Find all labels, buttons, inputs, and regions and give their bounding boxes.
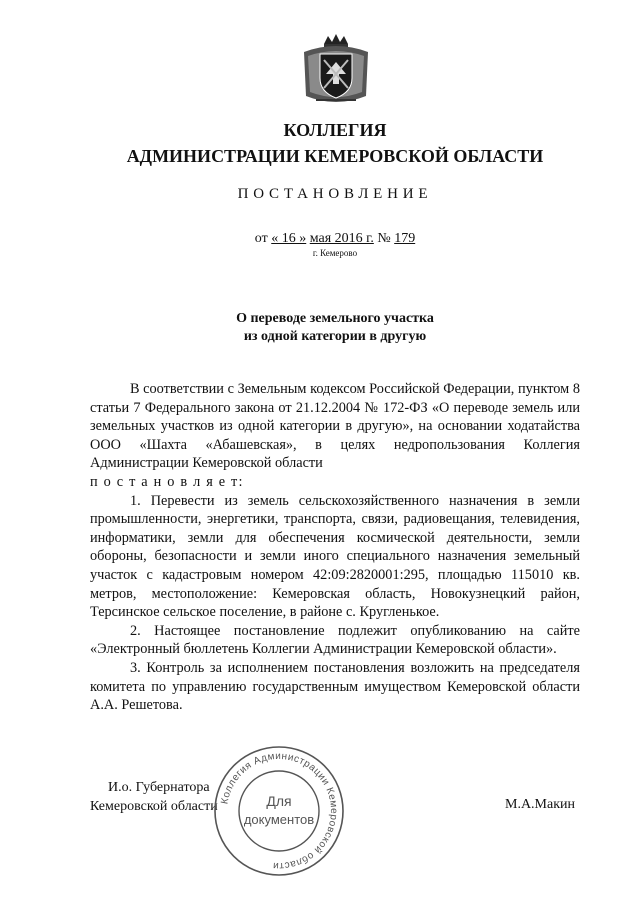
item-paragraph-1: 1. Перевести из земель сельскохозяйственного назначения в земли промышленности, энергетики, транспорта, связи, радиовещания, телевидения, информатики, земли для обеспечения космической деятельности, земли обороны, безопасности и земли иного специального назначения земельный участок с кадастровым номером 42:09:2820001:295, площадью 115010 кв. метров, местоположение: Кемеровская область, Новокузнецкий район, Терсинское сельское поселение, в районе с. Кругленькое.	[90, 492, 580, 621]
date-month-year: мая 2016 г.	[309, 231, 374, 246]
item-paragraph-2: 2. Настоящее постановление подлежит опубликованию на сайте «Электронный бюллетень Коллегии Администрации Кемеровской области».	[90, 622, 580, 658]
document-number: 179	[394, 231, 416, 246]
date-prefix: от	[254, 231, 268, 246]
coat-of-arms-emblem	[296, 30, 376, 110]
date-number-line	[60, 231, 610, 247]
decree-word: п о с т а н о в л я е т:	[90, 473, 244, 490]
stamp-ring-text: Коллегия Администрации Кемеровской области	[219, 750, 340, 872]
org-name-line2: АДМИНИСТРАЦИИ КЕМЕРОВСКОЙ ОБЛАСТИ	[126, 146, 544, 166]
item-paragraph-3: 3. Контроль за исполнением постановления возложить на председателя комитета по управлению государственным имуществом Кемеровской области А.А. Решетова.	[90, 659, 580, 714]
signatory-name: М.А.Макин	[505, 797, 576, 812]
signatory-position-line2: Кемеровской области	[90, 799, 218, 814]
document-type: ПОСТАНОВЛЕНИЕ	[237, 186, 433, 202]
signatory-position-line1: И.о. Губернатора	[108, 780, 210, 795]
org-name-line1: КОЛЛЕГИЯ	[283, 120, 387, 140]
signatory-position	[90, 778, 218, 816]
preamble-paragraph: В соответствии с Земельным кодексом Российской Федерации, пунктом 8 статьи 7 Федерального закона от 21.12.2004 № 172-ФЗ «О переводе земель или земельных участков из одной категории в другую», на основании ходатайства ООО «Шахта «Абашевская», в целях недропользования Коллегия Администрации Кемеровской области	[90, 381, 580, 472]
stamp-center-line2: документов	[243, 812, 315, 827]
date-day: « 16 »	[271, 231, 307, 246]
official-stamp	[210, 742, 348, 880]
stamp-center-line1: Для	[266, 793, 292, 809]
title-line2: из одной категории в другую	[243, 329, 427, 344]
document-body	[90, 380, 580, 715]
title-line1: О переводе земельного участка	[236, 311, 434, 326]
city: г. Кемерово	[312, 248, 358, 258]
number-sign: №	[377, 231, 391, 246]
